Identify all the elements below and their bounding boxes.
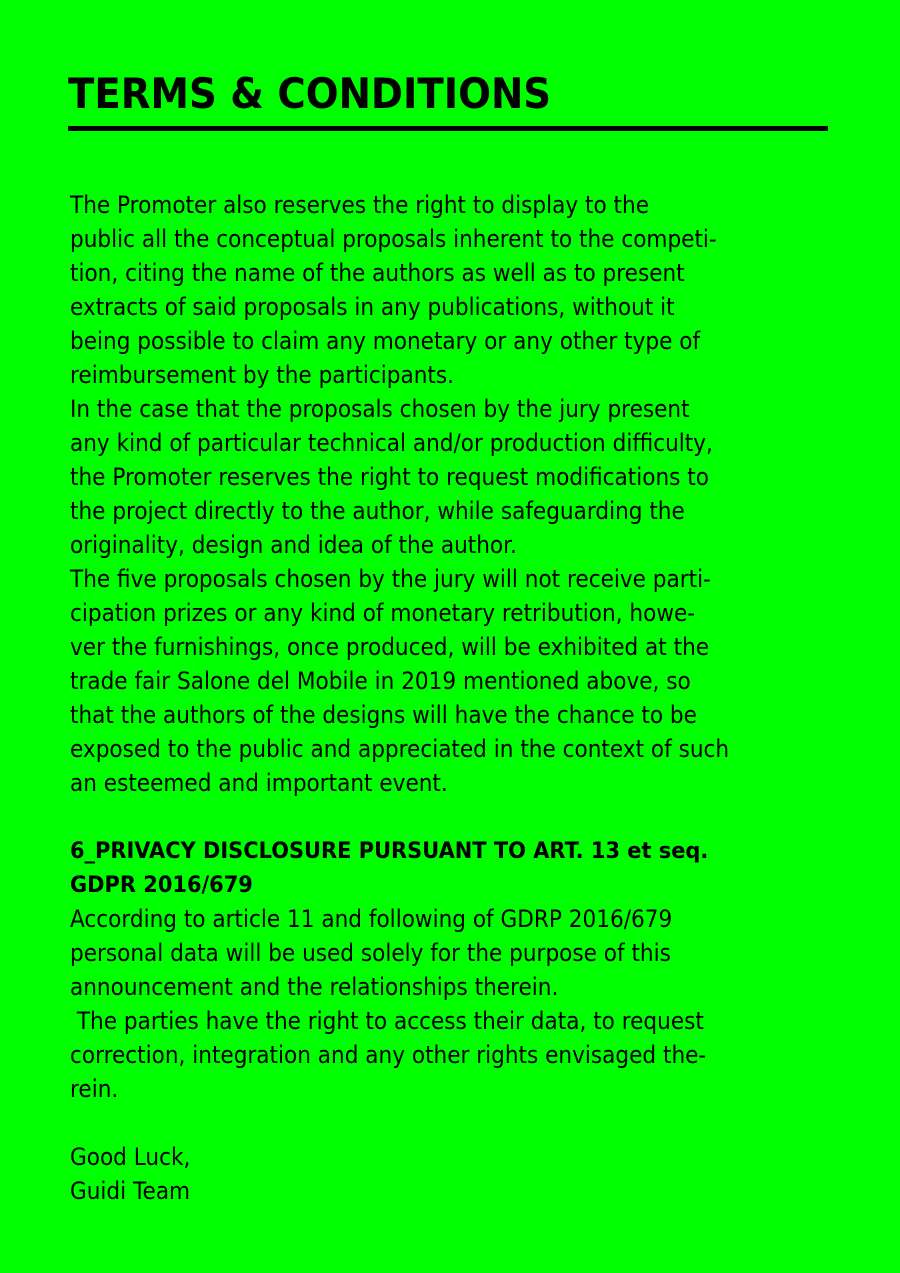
text-line: The five proposals chosen by the jury will not receive parti- [70, 565, 711, 593]
closing-greeting: Good Luck, [70, 1143, 191, 1171]
paragraph-modifications [70, 392, 830, 562]
text-line: trade fair Salone del Mobile in 2019 mentioned above, so [70, 667, 691, 695]
text-line: being possible to claim any monetary or any other type of [70, 327, 701, 355]
paragraph-display-rights [70, 188, 830, 392]
text-line: extracts of said proposals in any publications, without it [70, 293, 675, 321]
privacy-heading: 6_PRIVACY DISCLOSURE PURSUANT TO ART. 13 et seq. [70, 838, 709, 864]
text-line: The Promoter also reserves the right to display to the [70, 191, 649, 219]
text-line: The parties have the right to access their data, to request [70, 1007, 704, 1035]
closing-signature [70, 1140, 830, 1208]
text-line: that the authors of the designs will have the chance to be [70, 701, 697, 729]
text-line: rein. [70, 1075, 119, 1103]
text-line: reimbursement by the participants. [70, 361, 454, 389]
text-line: ver the furnishings, once produced, will be exhibited at the [70, 633, 710, 661]
closing-signoff: Guidi Team [70, 1177, 191, 1205]
text-line: tion, citing the name of the authors as well as to present [70, 259, 685, 287]
spacer [70, 1106, 830, 1140]
document-body [70, 188, 830, 1208]
text-line: personal data will be used solely for the purpose of this [70, 939, 671, 967]
paragraph-exhibition [70, 562, 830, 800]
page-title: TERMS & CONDITIONS [68, 69, 552, 118]
text-line: exposed to the public and appreciated in the context of such [70, 735, 730, 763]
title-divider [68, 126, 828, 131]
text-line: cipation prizes or any kind of monetary retribution, howe- [70, 599, 696, 627]
privacy-section [70, 834, 830, 1106]
text-line: public all the conceptual proposals inherent to the competi- [70, 225, 717, 253]
text-line: According to article 11 and following of GDRP 2016/679 [70, 905, 673, 933]
text-line: an esteemed and important event. [70, 769, 448, 797]
text-line: correction, integration and any other rights envisaged the- [70, 1041, 707, 1069]
text-line: originality, design and idea of the author. [70, 531, 517, 559]
text-line: any kind of particular technical and/or production difficulty, [70, 429, 713, 457]
text-line: the Promoter reserves the right to request modifications to [70, 463, 709, 491]
spacer [70, 800, 830, 834]
text-line: announcement and the relationships therein. [70, 973, 559, 1001]
text-line: the project directly to the author, while safeguarding the [70, 497, 685, 525]
text-line: In the case that the proposals chosen by the jury present [70, 395, 690, 423]
privacy-heading: GDPR 2016/679 [70, 872, 253, 898]
